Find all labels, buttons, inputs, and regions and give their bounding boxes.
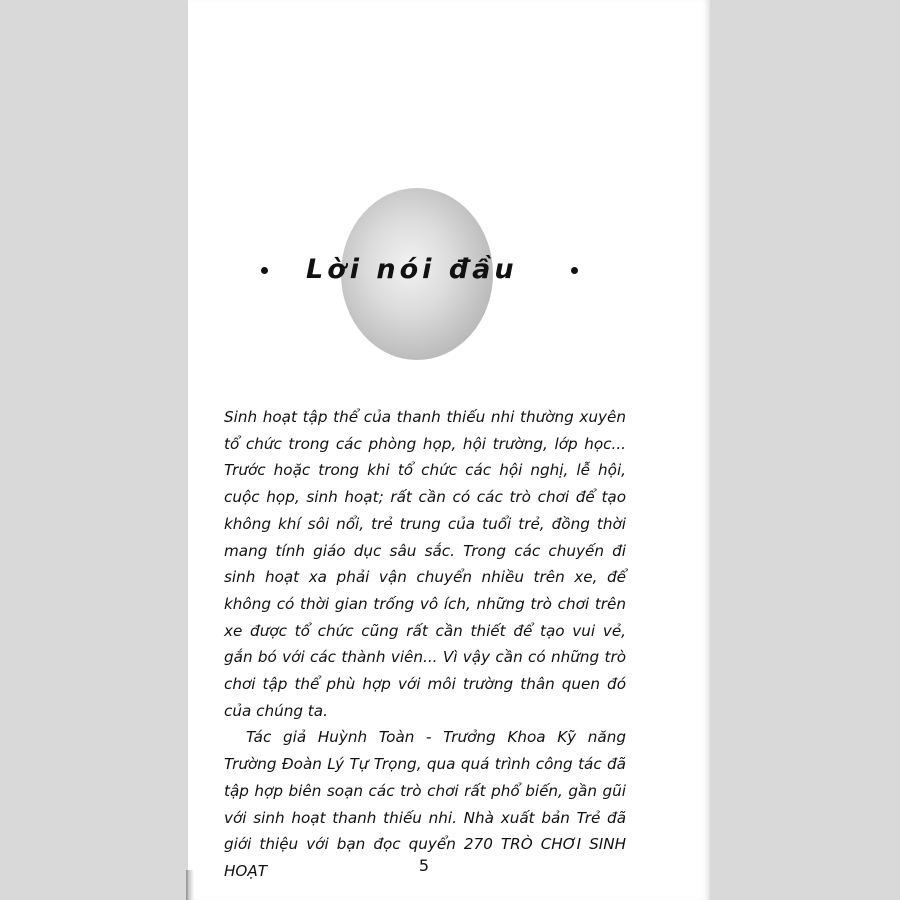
- page-number: 5: [418, 856, 430, 875]
- paragraph: Sinh hoạt tập thể của thanh thiếu nhi thường xuyên tổ chức trong các phòng họp, hội trường, lớp học... Trước hoặc trong khi tổ chức các hội nghị, lễ hội, cuộc họp, sinh hoạt; rất cần có các trò chơi để tạo không khí sôi nổi, trẻ trung của tuổi trẻ, đồng thời mang tính giáo dục sâu sắc. Trong các chuyến đi sinh hoạt xa phải vận chuyển nhiều trên xe, để không có thời gian trống vô ích, những trò chơi trên xe được tổ chức cũng rất cần thiết để tạo vui vẻ, gắn bó với các thành viên... Vì vậy cần có những trò chơi tập thể phù hợp với môi trường thân quen đó của chúng ta.: [224, 408, 626, 720]
- bullet-icon: [261, 267, 268, 274]
- heading-block: [188, 188, 710, 360]
- book-page: [188, 0, 710, 900]
- paragraph: Tác giả Huỳnh Toàn - Trưởng Khoa Kỹ năng Trường Đoàn Lý Tự Trọng, qua quá trình công tác đã tập hợp biên soạn các trò chơi rất phổ biến, gần gũi với sinh hoạt thanh thiếu nhi. Nhà xuất bản Trẻ đã giới thiệu với bạn đọc quyển 270 TRÒ CHƠI SINH HOẠT: [224, 728, 626, 880]
- bullet-icon: [571, 267, 578, 274]
- body-text: [224, 404, 626, 885]
- page-title: Lời nói đầu: [306, 254, 518, 285]
- title-row: [188, 250, 710, 290]
- page-edge-shadow: [186, 870, 194, 900]
